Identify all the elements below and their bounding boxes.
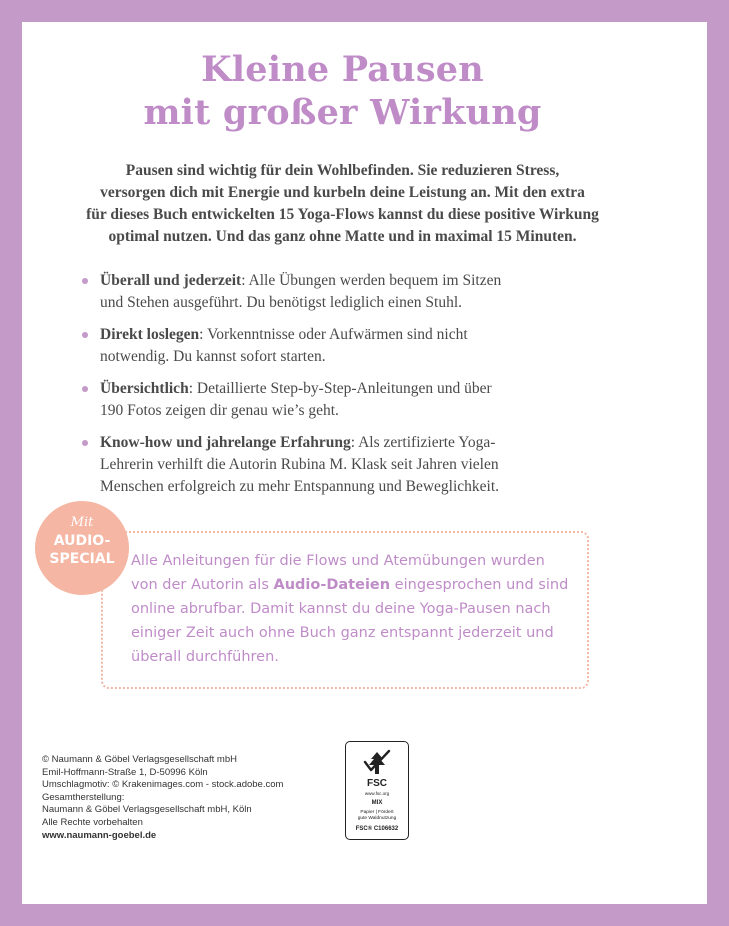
feature-list [100, 270, 600, 508]
audio-line: überall durchführen. [131, 649, 279, 665]
bullet-text: Menschen erfolgreich zu mehr Entspannung und Beweglichkeit. [100, 478, 500, 495]
bullet-text: Lehrerin verhilft die Autorin Rubina M. Klask seit Jahren vielen [100, 456, 499, 473]
audio-info-text [131, 549, 581, 669]
bullet-heading: Direkt loslegen [100, 326, 200, 343]
intro-line: versorgen dich mit Energie und kurbeln deine Leistung an. Mit den extra [100, 184, 585, 201]
audio-line: Alle Anleitungen für die Flows und Atemübungen wurden [131, 553, 545, 569]
bullet-heading: Know-how und jahrelange Erfahrung [100, 434, 351, 451]
intro-line: für dieses Buch entwickelten 15 Yoga-Flows kannst du diese positive Wirkung [86, 206, 599, 223]
imprint-line: Gesamtherstellung: [42, 791, 125, 803]
title-line-2: mit großer Wirkung [143, 92, 542, 133]
list-item [100, 270, 600, 314]
bullet-dot-icon [82, 278, 88, 284]
bullet-text: notwendig. Du kannst sofort starten. [100, 348, 326, 365]
bullet-text: : Als zertifizierte Yoga- [350, 434, 496, 451]
intro-line: Pausen sind wichtig für dein Wohlbefinden. Sie reduzieren Stress, [125, 162, 560, 179]
bullet-heading: Übersichtlich [100, 380, 189, 397]
bullet-text: 190 Fotos zeigen dir genau wie’s geht. [100, 402, 339, 419]
bullet-dot-icon [82, 332, 88, 338]
fsc-mix: MIX [371, 800, 383, 806]
imprint-line: © Naumann & Göbel Verlagsgesellschaft mbH [42, 754, 237, 765]
bullet-heading: Überall und jederzeit [100, 272, 242, 289]
bullet-dot-icon [82, 386, 88, 392]
page-title [0, 48, 685, 134]
fsc-website: www.fsc.org [364, 791, 390, 796]
audio-line: von der Autorin als Audio-Dateien eingesprochen und sind [131, 577, 569, 593]
audio-files-highlight: Audio-Dateien [273, 577, 391, 593]
intro-paragraph [40, 160, 645, 248]
bullet-text: : Vorkenntnisse oder Aufwärmen sind nicht [199, 326, 468, 343]
audio-line: online abrufbar. Damit kannst du deine Yoga-Pausen nach [131, 601, 551, 617]
fsc-label [345, 741, 409, 840]
imprint-line: Naumann & Göbel Verlagsgesellschaft mbH, Köln [42, 804, 252, 816]
title-line-1: Kleine Pausen [201, 49, 484, 90]
fsc-paper-text: Papier | Fördert gute Waldnutzung [357, 810, 397, 821]
publisher-imprint [42, 754, 342, 842]
audio-line: einiger Zeit auch ohne Buch ganz entspannt jederzeit und [131, 625, 554, 641]
audio-special-badge [35, 501, 129, 595]
intro-line: optimal nutzen. Und das ganz ohne Matte und in maximal 15 Minuten. [108, 228, 577, 245]
bullet-text: und Stehen ausgeführt. Du benötigst lediglich einen Stuhl. [100, 294, 463, 311]
list-item [100, 432, 600, 498]
publisher-website-link[interactable]: www.naumann-goebel.de [42, 829, 157, 841]
imprint-line: Umschlagmotiv: © Krakenimages.com - stock.adobe.com [42, 779, 284, 791]
bullet-text: : Alle Übungen werden bequem im Sitzen [241, 272, 502, 289]
bullet-text: : Detaillierte Step-by-Step-Anleitungen und über [188, 380, 492, 397]
bullet-dot-icon [82, 440, 88, 446]
imprint-line: Alle Rechte vorbehalten [42, 816, 143, 828]
badge-prefix: Mit [70, 515, 94, 530]
fsc-name: FSC [367, 778, 387, 789]
fsc-tree-checkmark-icon [362, 748, 392, 776]
badge-line: AUDIO- [53, 533, 111, 549]
list-item [100, 324, 600, 368]
list-item [100, 378, 600, 422]
badge-line: SPECIAL [49, 551, 115, 567]
fsc-license-code: FSC® C106632 [355, 826, 399, 832]
imprint-line: Emil-Hoffmann-Straße 1, D-50996 Köln [42, 766, 208, 778]
